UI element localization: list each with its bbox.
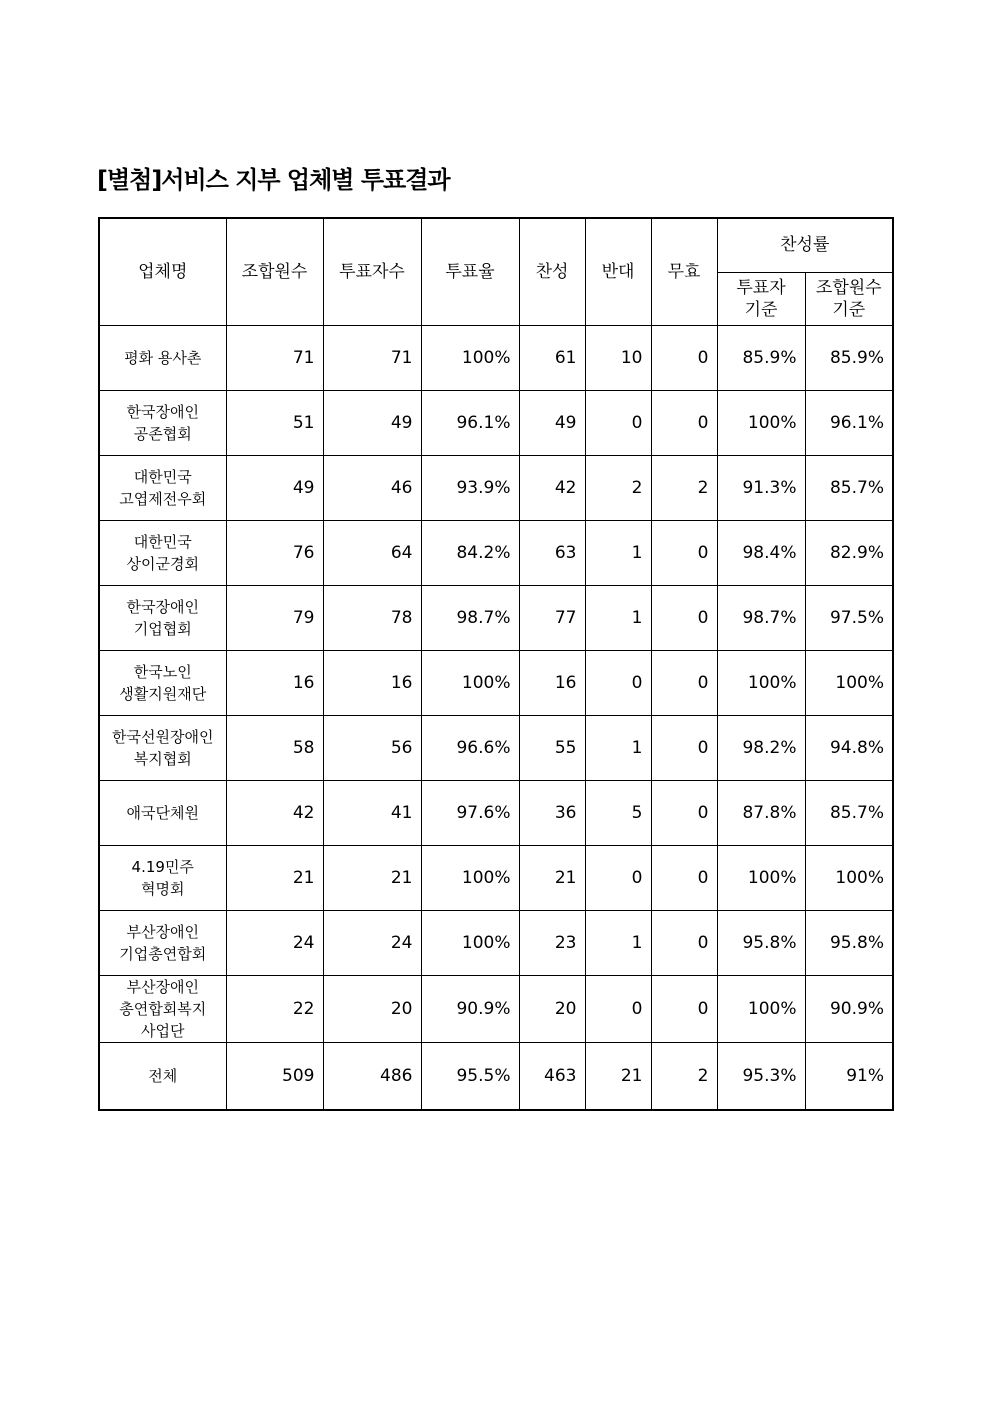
- company-name-cell: 한국선원장애인 복지협회: [99, 715, 226, 780]
- no-cell: 0: [585, 845, 651, 910]
- turnout-cell: 98.7%: [421, 585, 519, 650]
- members-cell: 51: [226, 390, 323, 455]
- invalid-cell: 0: [651, 780, 717, 845]
- header-yes: 찬성: [519, 218, 585, 325]
- company-name-cell: 부산장애인 총연합회복지 사업단: [99, 975, 226, 1042]
- no-cell: 1: [585, 910, 651, 975]
- table-row: [99, 390, 893, 455]
- rate-voters-cell: 95.3%: [717, 1042, 805, 1110]
- header-approval-voters: 투표자 기준: [717, 272, 805, 325]
- company-name-cell: 전체: [99, 1042, 226, 1110]
- header-no: 반대: [585, 218, 651, 325]
- no-cell: 10: [585, 325, 651, 390]
- no-cell: 21: [585, 1042, 651, 1110]
- voters-cell: 16: [323, 650, 421, 715]
- rate-voters-cell: 87.8%: [717, 780, 805, 845]
- rate-members-cell: 95.8%: [805, 910, 893, 975]
- invalid-cell: 0: [651, 650, 717, 715]
- members-cell: 42: [226, 780, 323, 845]
- members-cell: 71: [226, 325, 323, 390]
- table-row: [99, 845, 893, 910]
- invalid-cell: 0: [651, 585, 717, 650]
- table-row: [99, 650, 893, 715]
- turnout-cell: 93.9%: [421, 455, 519, 520]
- header-members: 조합원수: [226, 218, 323, 325]
- rate-members-cell: 85.9%: [805, 325, 893, 390]
- header-invalid: 무효: [651, 218, 717, 325]
- rate-voters-cell: 85.9%: [717, 325, 805, 390]
- turnout-cell: 96.1%: [421, 390, 519, 455]
- turnout-cell: 90.9%: [421, 975, 519, 1042]
- no-cell: 0: [585, 390, 651, 455]
- rate-members-cell: 85.7%: [805, 455, 893, 520]
- rate-members-cell: 100%: [805, 650, 893, 715]
- members-cell: 76: [226, 520, 323, 585]
- rate-voters-cell: 100%: [717, 650, 805, 715]
- yes-cell: 55: [519, 715, 585, 780]
- rate-voters-cell: 100%: [717, 975, 805, 1042]
- voters-cell: 71: [323, 325, 421, 390]
- voters-cell: 21: [323, 845, 421, 910]
- no-cell: 1: [585, 585, 651, 650]
- table-row: [99, 715, 893, 780]
- no-cell: 1: [585, 520, 651, 585]
- voters-cell: 486: [323, 1042, 421, 1110]
- rate-voters-cell: 100%: [717, 845, 805, 910]
- members-cell: 58: [226, 715, 323, 780]
- company-name-cell: 대한민국 고엽제전우회: [99, 455, 226, 520]
- company-name-cell: 애국단체원: [99, 780, 226, 845]
- table-row: [99, 975, 893, 1042]
- header-approval: 찬성률: [717, 218, 893, 272]
- table-row: [99, 585, 893, 650]
- total-row: [99, 1042, 893, 1110]
- header-turnout: 투표율: [421, 218, 519, 325]
- voters-cell: 41: [323, 780, 421, 845]
- voters-cell: 64: [323, 520, 421, 585]
- no-cell: 0: [585, 650, 651, 715]
- members-cell: 16: [226, 650, 323, 715]
- rate-members-cell: 97.5%: [805, 585, 893, 650]
- members-cell: 49: [226, 455, 323, 520]
- turnout-cell: 100%: [421, 910, 519, 975]
- voters-cell: 49: [323, 390, 421, 455]
- yes-cell: 21: [519, 845, 585, 910]
- members-cell: 24: [226, 910, 323, 975]
- document-title: [별첨]서비스 지부 업체별 투표결과: [97, 166, 450, 194]
- rate-members-cell: 85.7%: [805, 780, 893, 845]
- rate-voters-cell: 91.3%: [717, 455, 805, 520]
- turnout-cell: 96.6%: [421, 715, 519, 780]
- yes-cell: 63: [519, 520, 585, 585]
- voters-cell: 20: [323, 975, 421, 1042]
- table-row: [99, 325, 893, 390]
- invalid-cell: 0: [651, 390, 717, 455]
- rate-voters-cell: 98.2%: [717, 715, 805, 780]
- voters-cell: 24: [323, 910, 421, 975]
- header-company: 업체명: [99, 218, 226, 325]
- rate-members-cell: 94.8%: [805, 715, 893, 780]
- rate-members-cell: 96.1%: [805, 390, 893, 455]
- invalid-cell: 0: [651, 975, 717, 1042]
- rate-members-cell: 82.9%: [805, 520, 893, 585]
- yes-cell: 61: [519, 325, 585, 390]
- turnout-cell: 95.5%: [421, 1042, 519, 1110]
- yes-cell: 36: [519, 780, 585, 845]
- turnout-cell: 97.6%: [421, 780, 519, 845]
- invalid-cell: 0: [651, 715, 717, 780]
- rate-voters-cell: 98.4%: [717, 520, 805, 585]
- no-cell: 5: [585, 780, 651, 845]
- yes-cell: 16: [519, 650, 585, 715]
- no-cell: 0: [585, 975, 651, 1042]
- voters-cell: 78: [323, 585, 421, 650]
- table-row: [99, 910, 893, 975]
- members-cell: 509: [226, 1042, 323, 1110]
- members-cell: 21: [226, 845, 323, 910]
- turnout-cell: 84.2%: [421, 520, 519, 585]
- turnout-cell: 100%: [421, 650, 519, 715]
- yes-cell: 20: [519, 975, 585, 1042]
- table-row: [99, 520, 893, 585]
- company-name-cell: 4.19민주 혁명회: [99, 845, 226, 910]
- table-row: [99, 780, 893, 845]
- invalid-cell: 2: [651, 455, 717, 520]
- header-voters: 투표자수: [323, 218, 421, 325]
- invalid-cell: 0: [651, 845, 717, 910]
- company-name-cell: 한국장애인 공존협회: [99, 390, 226, 455]
- yes-cell: 23: [519, 910, 585, 975]
- invalid-cell: 0: [651, 520, 717, 585]
- voters-cell: 46: [323, 455, 421, 520]
- no-cell: 1: [585, 715, 651, 780]
- rate-members-cell: 100%: [805, 845, 893, 910]
- rate-voters-cell: 95.8%: [717, 910, 805, 975]
- voters-cell: 56: [323, 715, 421, 780]
- table-body: [99, 325, 893, 1110]
- table-row: [99, 455, 893, 520]
- vote-results-table: [98, 217, 894, 1111]
- header-approval-members: 조합원수 기준: [805, 272, 893, 325]
- no-cell: 2: [585, 455, 651, 520]
- yes-cell: 49: [519, 390, 585, 455]
- invalid-cell: 0: [651, 910, 717, 975]
- members-cell: 22: [226, 975, 323, 1042]
- company-name-cell: 한국장애인 기업협회: [99, 585, 226, 650]
- yes-cell: 77: [519, 585, 585, 650]
- rate-members-cell: 91%: [805, 1042, 893, 1110]
- invalid-cell: 0: [651, 325, 717, 390]
- rate-voters-cell: 98.7%: [717, 585, 805, 650]
- company-name-cell: 대한민국 상이군경회: [99, 520, 226, 585]
- company-name-cell: 부산장애인 기업총연합회: [99, 910, 226, 975]
- company-name-cell: 평화 용사촌: [99, 325, 226, 390]
- yes-cell: 42: [519, 455, 585, 520]
- rate-members-cell: 90.9%: [805, 975, 893, 1042]
- turnout-cell: 100%: [421, 325, 519, 390]
- yes-cell: 463: [519, 1042, 585, 1110]
- members-cell: 79: [226, 585, 323, 650]
- turnout-cell: 100%: [421, 845, 519, 910]
- rate-voters-cell: 100%: [717, 390, 805, 455]
- company-name-cell: 한국노인 생활지원재단: [99, 650, 226, 715]
- invalid-cell: 2: [651, 1042, 717, 1110]
